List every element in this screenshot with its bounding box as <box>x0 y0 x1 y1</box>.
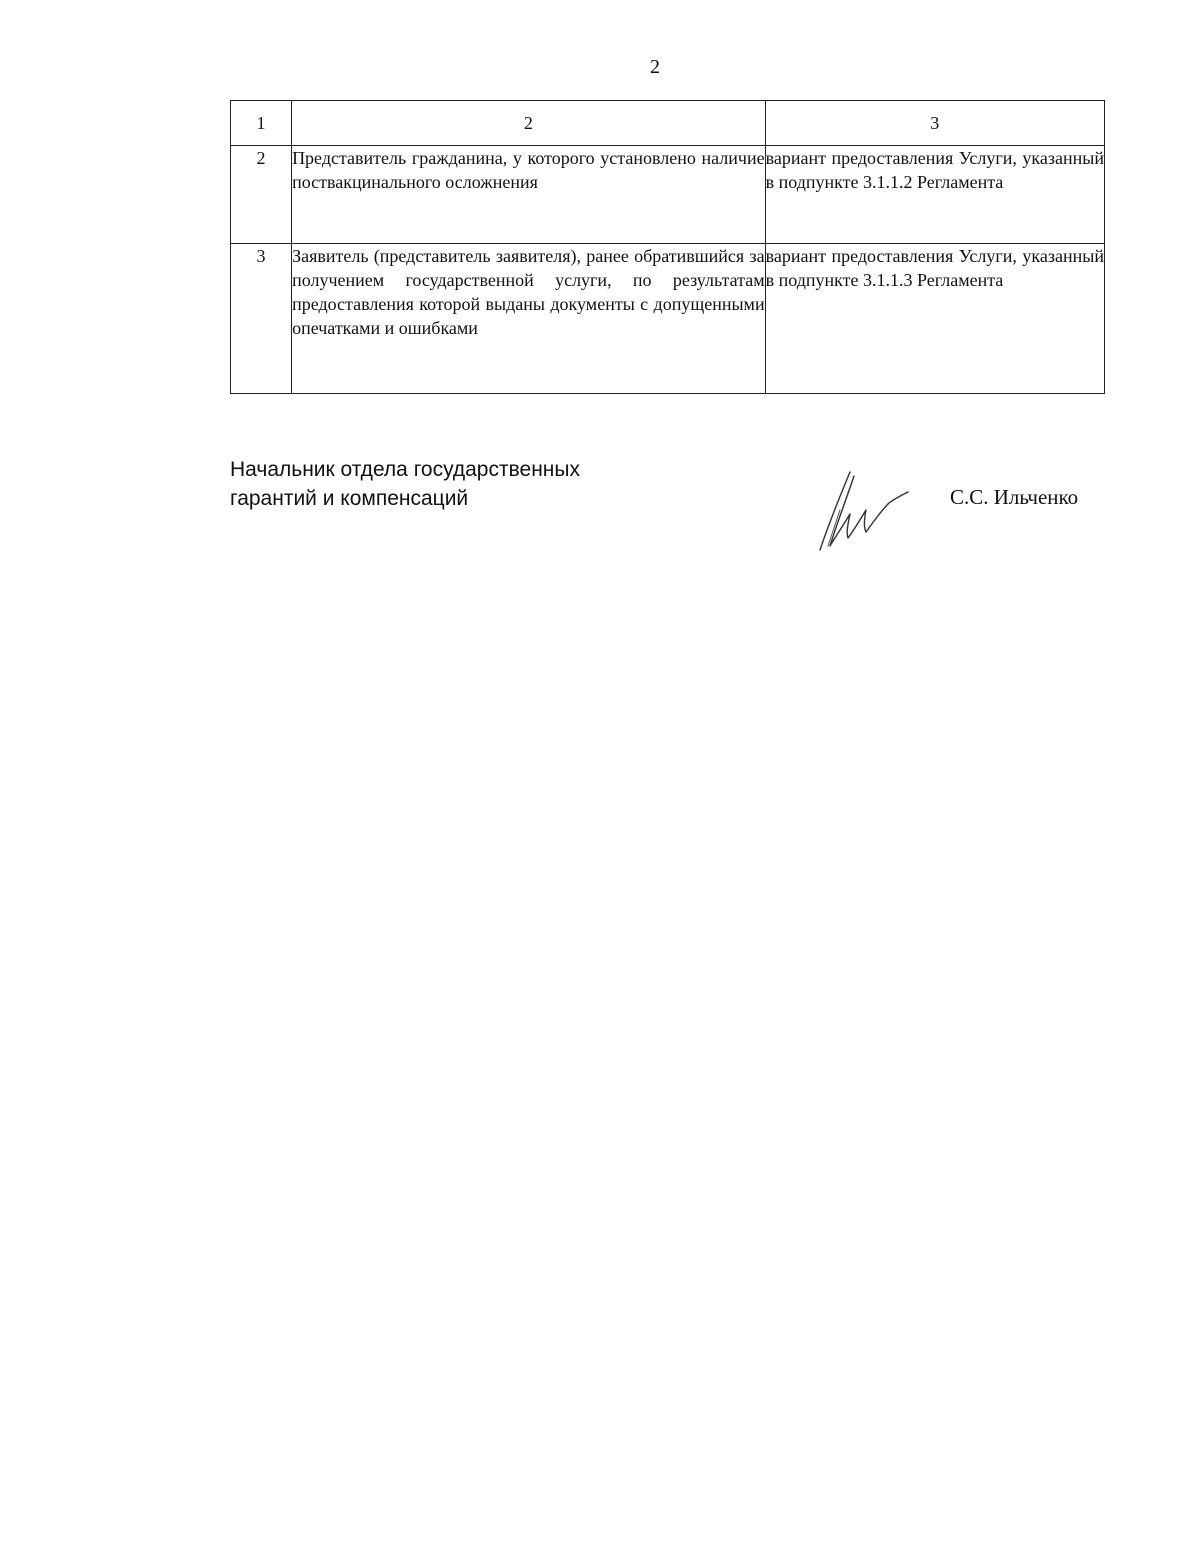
signatory-position <box>230 455 580 513</box>
header-cell-1: 1 <box>231 101 292 146</box>
services-table <box>230 100 1105 394</box>
header-cell-2: 2 <box>292 101 766 146</box>
position-line-2: гарантий и компенсаций <box>230 487 469 510</box>
row-number: 3 <box>231 244 292 394</box>
position-line-1: Начальник отдела государственных <box>230 458 580 481</box>
handwritten-signature <box>810 466 920 556</box>
applicant-description: Представитель гражданина, у которого установлено наличие поствакцинального осложнения <box>292 146 766 244</box>
header-cell-3: 3 <box>765 101 1104 146</box>
service-variant: вариант предоставления Услуги, указанный в подпункте 3.1.1.2 Регламента <box>765 146 1104 244</box>
table-header-row <box>231 101 1105 146</box>
service-variant: вариант предоставления Услуги, указанный в подпункте 3.1.1.3 Регламента <box>765 244 1104 394</box>
table-row <box>231 244 1105 394</box>
page-number: 2 <box>650 56 660 78</box>
applicant-description: Заявитель (представитель заявителя), ранее обратившийся за получением государственной услуги, по результатам предоставления которой выданы документы с допущенными опечатками и ошибками <box>292 244 766 394</box>
signer-name: С.С. Ильченко <box>950 485 1079 509</box>
row-number: 2 <box>231 146 292 244</box>
table-row <box>231 146 1105 244</box>
